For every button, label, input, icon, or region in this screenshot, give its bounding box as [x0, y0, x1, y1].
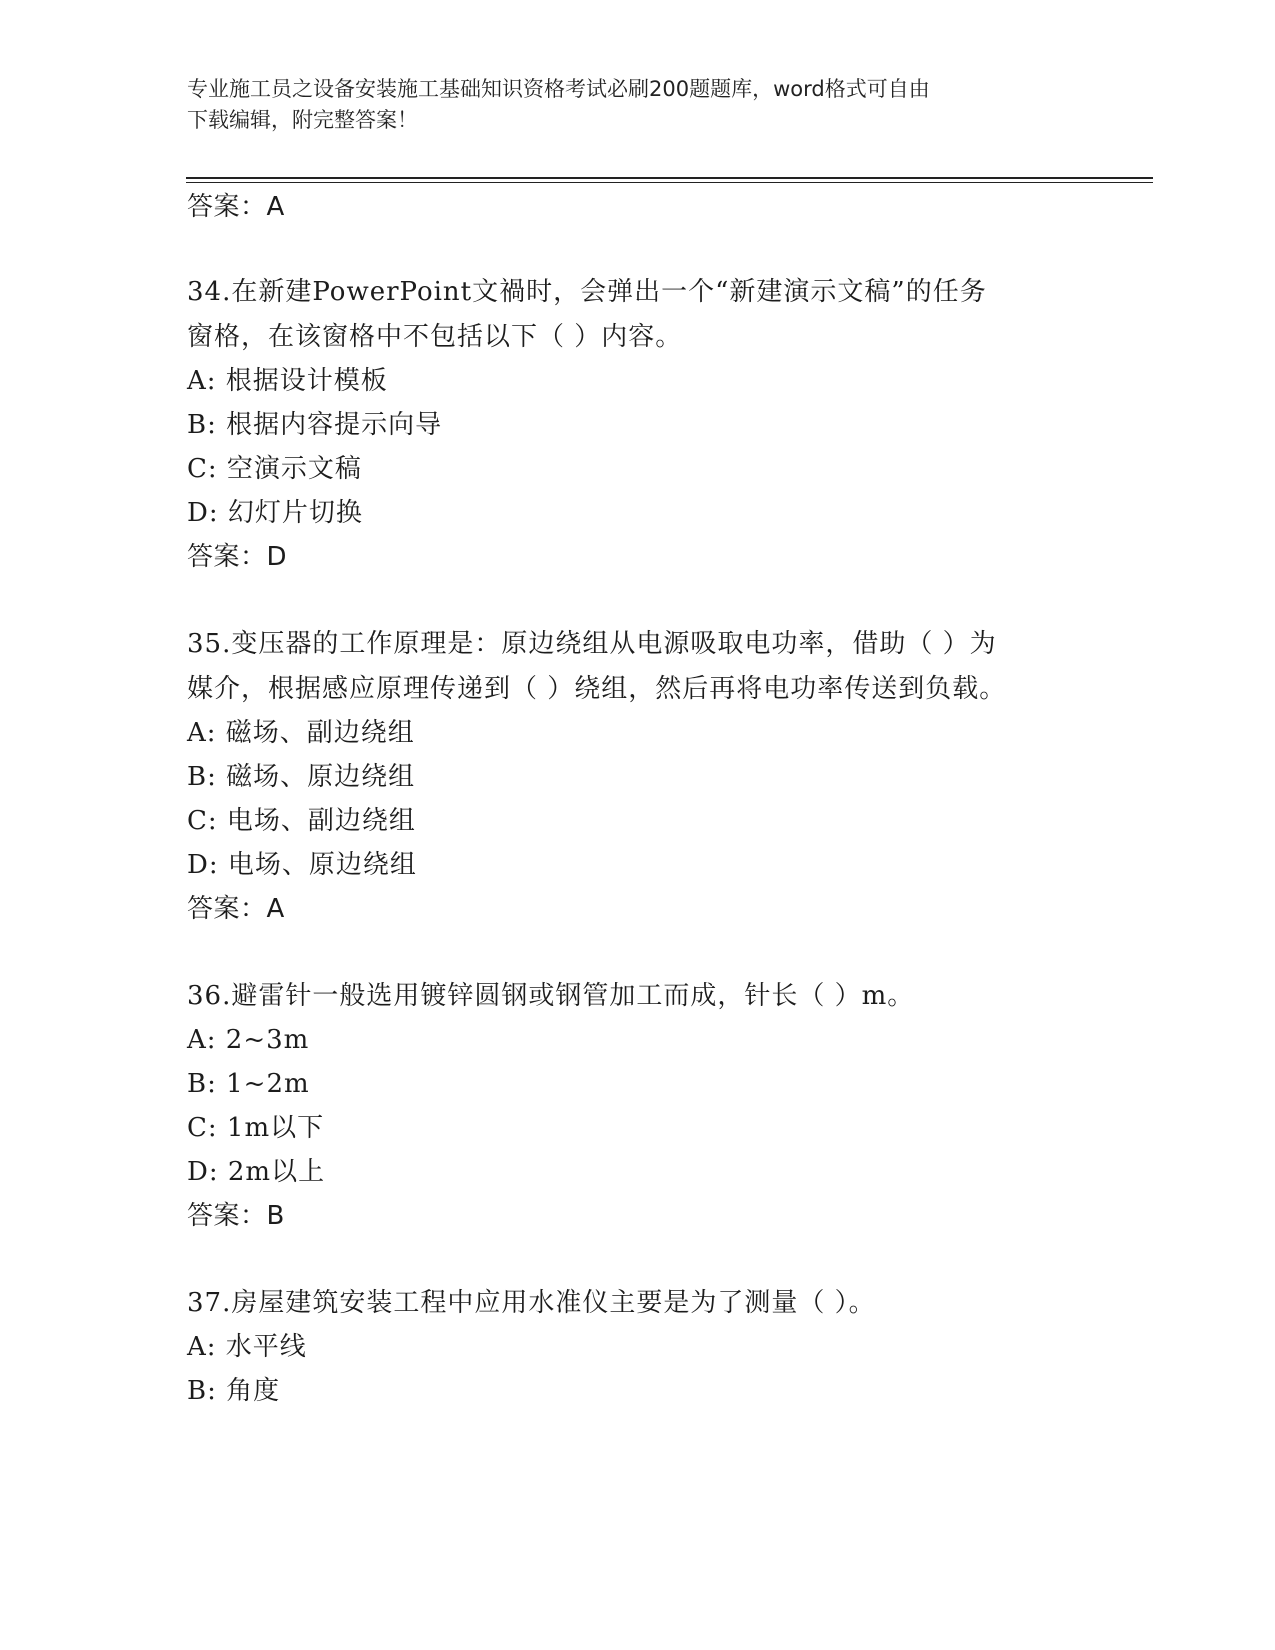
- option-c: C: 1m以下: [187, 1113, 325, 1143]
- option-d: D: 电场、原边绕组: [187, 850, 417, 880]
- question-stem: 35.变压器的工作原理是：原边绕组从电源吸取电功率，借助（ ）为: [187, 629, 997, 659]
- question-stem: 37.房屋建筑安装工程中应用水准仪主要是为了测量（ ）。: [187, 1288, 876, 1318]
- option-b: B: 1~2m: [187, 1069, 310, 1099]
- option-c: C: 空演示文稿: [187, 454, 362, 484]
- question-stem: 窗格，在该窗格中不包括以下（ ）内容。: [187, 322, 683, 352]
- option-d: D: 2m以上: [187, 1157, 326, 1187]
- header-divider-thin: [186, 182, 1153, 183]
- option-a: A: 2~3m: [187, 1025, 310, 1055]
- answer-label: 答案：A: [187, 192, 285, 222]
- option-b: B: 角度: [187, 1376, 281, 1406]
- question-stem: 36.避雷针一般选用镀锌圆钢或钢管加工而成，针长（ ）m。: [187, 981, 915, 1011]
- answer-label: 答案：B: [187, 1201, 285, 1231]
- option-b: B: 磁场、原边绕组: [187, 762, 416, 792]
- option-a: A: 磁场、副边绕组: [187, 718, 415, 748]
- option-b: B: 根据内容提示向导: [187, 410, 443, 440]
- option-a: A: 水平线: [187, 1332, 307, 1362]
- header-divider-thick: [186, 177, 1153, 179]
- option-c: C: 电场、副边绕组: [187, 806, 416, 836]
- answer-label: 答案：D: [187, 542, 288, 572]
- option-d: D: 幻灯片切换: [187, 498, 363, 528]
- answer-label: 答案：A: [187, 894, 285, 924]
- question-stem: 媒介，根据感应原理传递到（ ）绕组，然后再将电功率传送到负载。: [187, 674, 1007, 704]
- question-stem: 34.在新建PowerPoint文禍时，会弹出一个“新建演示文稿”的任务: [187, 277, 987, 307]
- header-title-line-1: 专业施工员之设备安装施工基础知识资格考试必刷200题题库，word格式可自由: [187, 77, 930, 101]
- document-header: [187, 74, 1067, 136]
- header-title-line-2: 下载编辑，附完整答案！: [187, 108, 418, 132]
- option-a: A: 根据设计模板: [187, 366, 388, 396]
